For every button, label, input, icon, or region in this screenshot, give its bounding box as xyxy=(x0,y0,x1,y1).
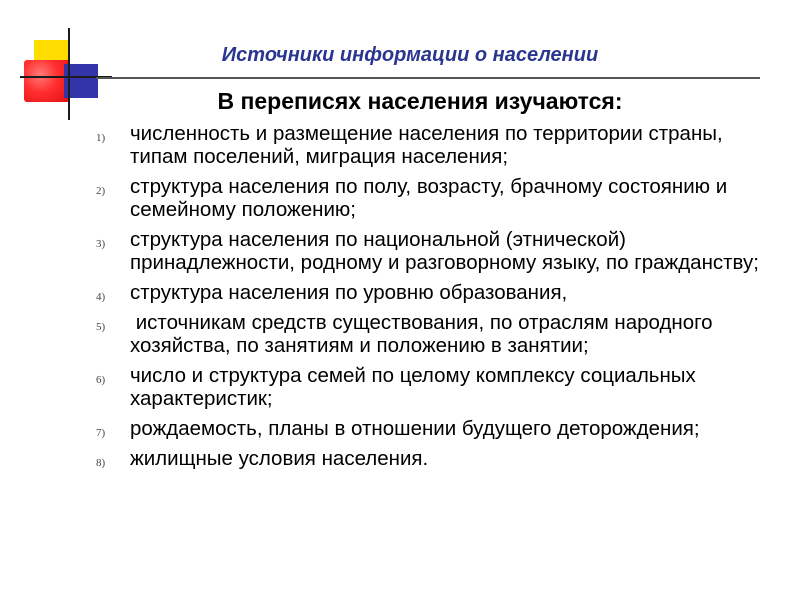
list-item xyxy=(0,447,800,470)
list-item xyxy=(0,311,800,357)
list-item-text: рождаемость, планы в отношении будущего деторождения; xyxy=(130,417,700,440)
title-divider xyxy=(96,77,760,79)
list-item-number: 7) xyxy=(96,427,106,439)
list-item-number: 1) xyxy=(96,132,106,144)
list-item xyxy=(0,417,800,440)
list-item-text: жилищные условия населения. xyxy=(130,447,429,470)
content-heading: В переписях населения изучаются: xyxy=(217,88,623,114)
list-item-text: структура населения по полу, возрасту, брачному состоянию и семейному положению; xyxy=(130,175,728,221)
list-item-number: 6) xyxy=(96,374,106,386)
list-item xyxy=(0,364,800,410)
list-item-number: 4) xyxy=(96,291,106,303)
slide-title: Источники информации о населении xyxy=(221,44,599,66)
list-item xyxy=(0,175,800,221)
list-item-number: 2) xyxy=(96,185,106,197)
list-item-number: 8) xyxy=(96,457,106,469)
list-item xyxy=(0,281,800,304)
list-item-text: источникам средств существования, по отраслям народного хозяйства, по занятиям и положению в занятии; xyxy=(130,311,719,357)
list-item-text: численность и размещение населения по территории страны, типам поселений, миграция населения; xyxy=(130,122,723,168)
list-item-text: структура населения по уровню образования, xyxy=(130,281,568,304)
list-item-text: число и структура семей по целому комплексу социальных характеристик; xyxy=(130,364,696,410)
list-item xyxy=(0,228,800,274)
list-item-text: структура населения по национальной (этнической) принадлежности, родному и разговорному языку, по гражданству; xyxy=(130,228,759,274)
list-item-number: 5) xyxy=(96,321,106,333)
logo-decoration xyxy=(0,0,110,130)
list-item-number: 3) xyxy=(96,238,106,250)
census-topics-list xyxy=(0,122,800,477)
list-item xyxy=(0,122,800,168)
logo-vertical-line xyxy=(68,28,70,120)
